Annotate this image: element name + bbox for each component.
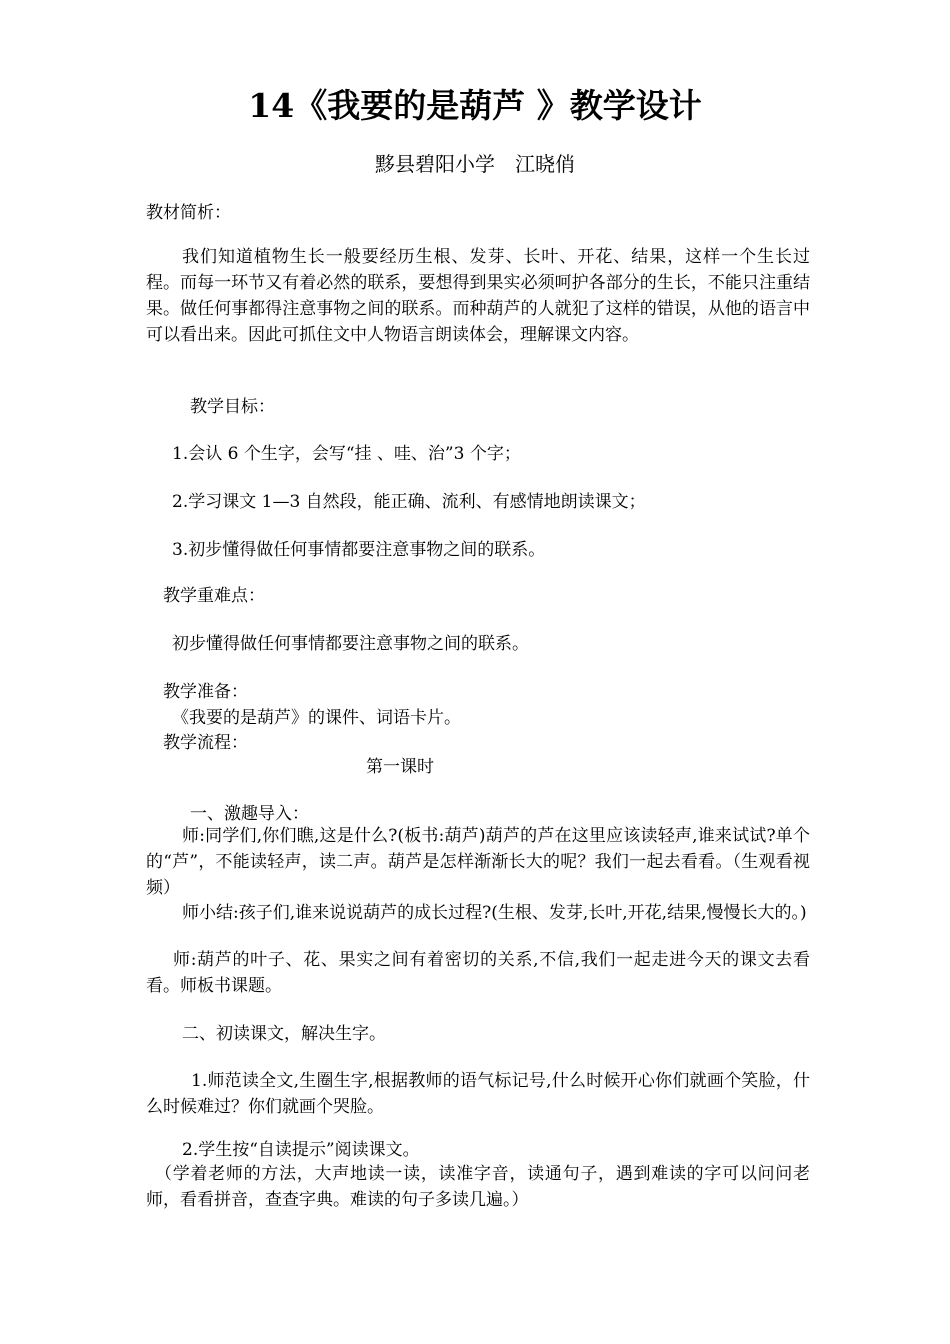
flow-heading: 教学流程：	[163, 733, 248, 753]
part1-paragraph-3: 师:葫芦的叶子、花、果实之间有着密切的关系,不信,我们一起走进今天的课文去看看。师板书课题。	[146, 950, 810, 996]
prep-heading: 教学准备：	[163, 682, 248, 702]
material-paragraph: 我们知道植物生长一般要经历生根、发芽、长叶、开花、结果，这样一个生长过程。而每一环节又有着必然的联系，要想得到果实必须呵护各部分的生长，不能只注重结果。做任何事都得注意事物之间的联系。而种葫芦的人就犯了这样的错误，从他的语言中可以看出来。因此可抓住文中人物语言朗读体会，理解课文内容。	[146, 247, 810, 345]
material-heading: 教材简析：	[146, 203, 231, 223]
part2-paragraph-3: （学着老师的方法，大声地读一读，读准字音，读通句子，遇到难读的字可以问问老师，看看拼音，查查字典。难读的句子多读几遍。）	[146, 1164, 810, 1210]
goal-item-1: 1.会认 6 个生字，会写“挂 、哇、治”3 个字；	[172, 444, 521, 464]
prep-paragraph: 《我要的是葫芦》的课件、词语卡片。	[172, 708, 461, 728]
part2-heading: 二、初读课文，解决生字。	[182, 1024, 386, 1044]
part2-paragraph-2: 2.学生按“自读提示”阅读课文。	[182, 1140, 420, 1160]
key-heading: 教学重难点：	[163, 586, 265, 606]
part2-paragraph-1: 1.师范读全文,生圈生字,根据教师的语气标记号,什么时候开心你们就画个笑脸，什么时候难过？你们就画个哭脸。	[146, 1071, 810, 1117]
goal-item-2: 2.学习课文 1—3 自然段，能正确、流利、有感情地朗读课文；	[172, 492, 646, 512]
lesson-heading: 第一课时	[366, 757, 434, 777]
part1-paragraph-2: 师小结:孩子们,谁来说说葫芦的成长过程?(生根、发芽,长叶,开花,结果,慢慢长大的。)	[182, 903, 807, 923]
key-paragraph: 初步懂得做任何事情都要注意事物之间的联系。	[172, 634, 529, 654]
part1-paragraph-1: 师:同学们,你们瞧,这是什么?(板书:葫芦)葫芦的芦在这里应该读轻声,谁来试试?单个的“芦”，不能读轻声，读二声。葫芦是怎样渐渐长大的呢？我们一起去看看。（生观看视频）	[146, 826, 810, 898]
author-line: 黟县碧阳小学 江晓俏	[375, 152, 575, 176]
goal-item-3: 3.初步懂得做任何事情都要注意事物之间的联系。	[172, 540, 546, 560]
goals-heading: 教学目标：	[190, 397, 275, 417]
part1-heading: 一、激趣导入：	[190, 804, 309, 824]
document-title: 14《我要的是葫芦 》教学设计	[248, 86, 702, 125]
